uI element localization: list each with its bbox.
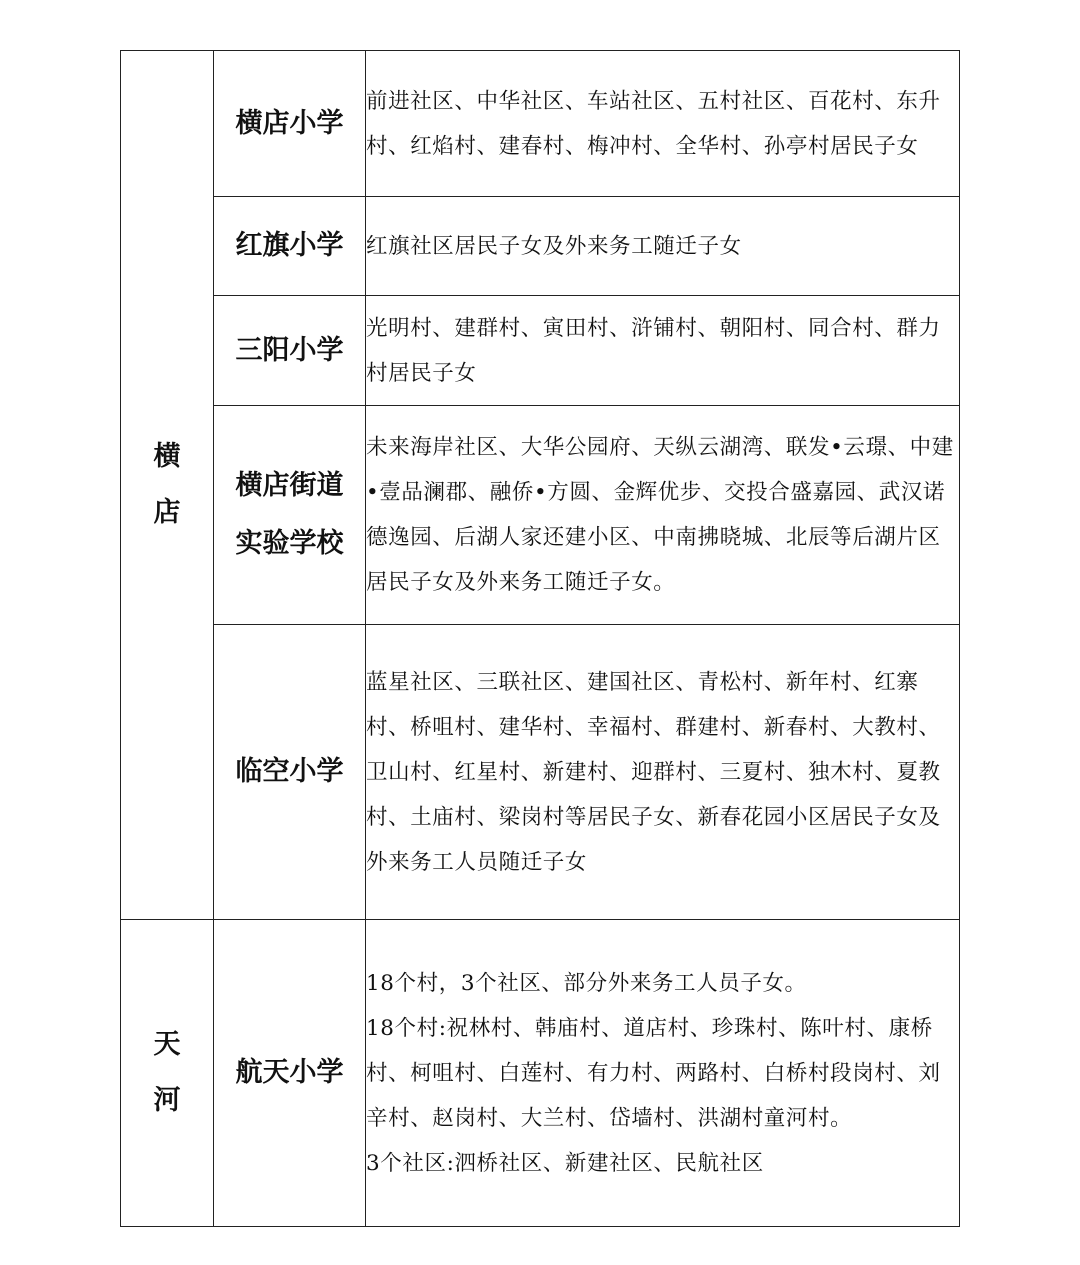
school-cell: [214, 296, 366, 406]
school-name: 临空小学: [235, 756, 344, 787]
table-row: [121, 625, 960, 920]
school-cell: [214, 920, 366, 1227]
area-cell: [366, 51, 960, 197]
area-cell: [366, 406, 960, 625]
area-text: 18个村:祝林村、韩庙村、道店村、珍珠村、陈叶村、康桥村、柯咀村、白莲村、有力村、两路村、白桥村段岗村、刘辛村、赵岗村、大兰村、岱墙村、洪湖村童河村。: [366, 1015, 941, 1131]
area-cell: [366, 296, 960, 406]
area-cell: [366, 625, 960, 920]
area-cell: [366, 920, 960, 1227]
district-cell: [121, 51, 214, 920]
area-text: 未来海岸社区、大华公园府、天纵云湖湾、联发•云璟、中建•壹品澜郡、融侨•方圆、金辉优步、交投合盛嘉园、武汉诺德逸园、后湖人家还建小区、中南拂晓城、北辰等后湖片区居民子女及外来务工随迁子女。: [366, 435, 954, 595]
school-district-table: [120, 50, 960, 1227]
table-row: [121, 296, 960, 406]
area-text: 红旗社区居民子女及外来务工随迁子女: [366, 233, 742, 259]
school-name: 三阳小学: [235, 334, 344, 366]
school-name: 航天小学: [235, 1057, 344, 1088]
school-name: 横店街道 实验学校: [235, 470, 344, 559]
school-name: 红旗小学: [235, 230, 344, 261]
area-text: 前进社区、中华社区、车站社区、五村社区、百花村、东升村、红焰村、建春村、梅冲村、全华村、孙亭村居民子女: [366, 88, 941, 159]
table-row: [121, 51, 960, 197]
area-cell: [366, 197, 960, 296]
school-cell: [214, 406, 366, 625]
school-cell: [214, 625, 366, 920]
area-text: 光明村、建群村、寅田村、浒铺村、朝阳村、同合村、群力村居民子女: [366, 315, 941, 386]
school-cell: [214, 197, 366, 296]
table-row: [121, 920, 960, 1227]
district-cell: [121, 920, 214, 1227]
district-name: 天 河: [153, 1029, 181, 1116]
area-text: 3个社区:泗桥社区、新建社区、民航社区: [366, 1150, 764, 1176]
school-cell: [214, 51, 366, 197]
school-name: 横店小学: [235, 107, 344, 139]
area-text: 蓝星社区、三联社区、建国社区、青松村、新年村、红寨村、桥咀村、建华村、幸福村、群建村、新春村、大教村、卫山村、红星村、新建村、迎群村、三夏村、独木村、夏教村、土庙村、梁岗村等居民子女、新春花园小区居民子女及外来务工人员随迁子女: [366, 669, 941, 875]
table-row: [121, 197, 960, 296]
table-row: [121, 406, 960, 625]
area-text: 18个村，3个社区、部分外来务工人员子女。: [366, 970, 807, 996]
district-name: 横 店: [153, 441, 181, 528]
